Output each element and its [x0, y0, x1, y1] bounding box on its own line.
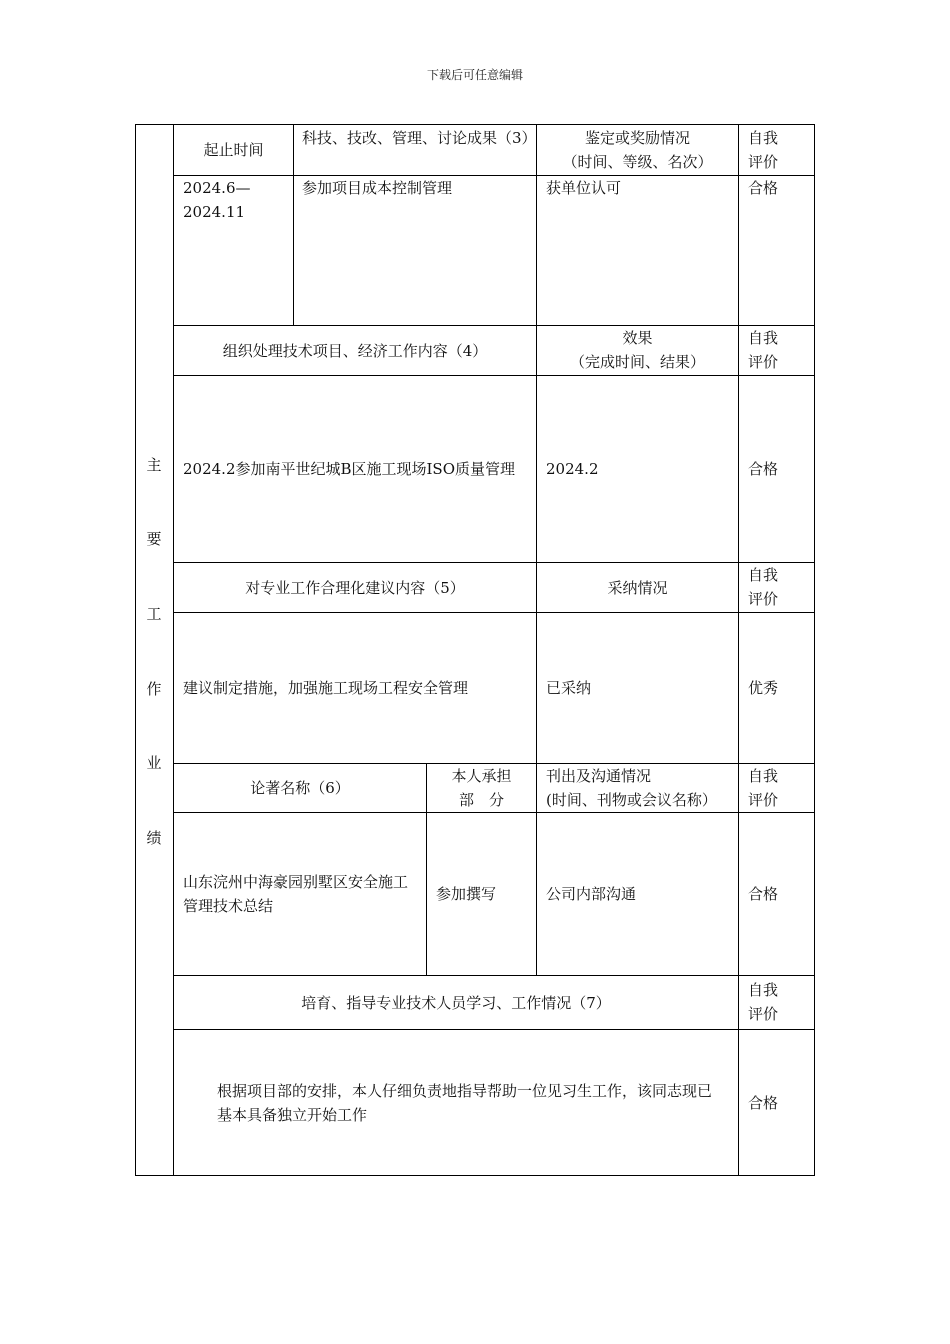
header-training-label: 培育、指导专业技术人员学习、工作情况（7） [301, 993, 611, 1012]
header-self-eval [748, 326, 808, 375]
header-effect [537, 326, 738, 375]
header-publication-title-label: 论著名称（6） [250, 779, 350, 797]
row-publication-title [183, 813, 420, 975]
table-border-left [135, 124, 136, 1176]
row-suggestion [183, 613, 528, 763]
row-part [436, 813, 534, 975]
row-tech-project-text: 2024.2参加南平世纪城B区施工现场ISO质量管理 [183, 460, 516, 478]
header-self-eval [748, 563, 808, 612]
header-award [537, 126, 738, 174]
header-result [302, 126, 537, 174]
header-tech-project [174, 326, 536, 375]
self-eval-line2: 评价 [748, 1005, 779, 1023]
row-self-eval [748, 1030, 808, 1175]
row-suggestion-text: 建议制定措施，加强施工现场工程安全管理 [183, 679, 469, 697]
row-time [183, 176, 291, 324]
side-label-char: 要 [146, 530, 162, 548]
row-self-eval-text: 合格 [748, 1093, 779, 1112]
self-eval-line1: 自我 [748, 767, 779, 785]
row-training-text: 根据项目部的安排，本人仔细负责地指导帮助一位见习生工作，该同志现已基本具备独立开始工作 [217, 1081, 713, 1124]
header-award-line1: 鉴定或奖励情况 [584, 129, 690, 147]
header-publication-title [174, 764, 426, 812]
row-self-eval-text: 合格 [748, 179, 779, 197]
row-effect [546, 376, 736, 562]
header-publication-status-line1: 刊出及沟通情况 [546, 767, 652, 785]
row-effect-text: 2024.2 [546, 460, 599, 478]
header-effect-line2: （完成时间、结果） [569, 353, 705, 371]
row-part-text: 参加撰写 [436, 885, 497, 903]
row-self-eval [748, 376, 808, 562]
self-eval-line2: 评价 [748, 153, 779, 171]
header-time-label: 起止时间 [203, 141, 264, 159]
row-result-text: 参加项目成本控制管理 [302, 179, 453, 197]
header-result-label: 科技、技改、管理、讨论成果（3） [302, 129, 537, 147]
time-column-divider [293, 124, 294, 325]
self-eval-line2: 评价 [748, 791, 779, 809]
row-self-eval [748, 813, 808, 975]
self-eval-line2: 评价 [748, 590, 779, 608]
header-self-eval [748, 126, 808, 174]
header-effect-line1: 效果 [622, 329, 653, 347]
row-adoption-text: 已采纳 [546, 679, 592, 697]
self-column-divider [738, 124, 739, 1176]
side-label-char: 作 [146, 680, 162, 698]
row-award-text: 获单位认可 [546, 179, 622, 197]
page-header-note: 下载后可任意编辑 [426, 68, 523, 82]
side-label-char: 主 [146, 456, 162, 474]
header-adoption-label: 采纳情况 [607, 578, 668, 597]
table-border-bottom [135, 1175, 815, 1176]
header-self-eval [748, 978, 808, 1028]
row-self-eval [748, 613, 808, 763]
side-label-char: 工 [146, 605, 162, 623]
self-eval-line2: 评价 [748, 353, 779, 371]
table-border-right [814, 124, 815, 1176]
self-eval-line1: 自我 [748, 981, 779, 999]
self-eval-line1: 自我 [748, 329, 779, 347]
header-publication-status [546, 764, 738, 812]
side-label-char: 业 [146, 754, 162, 772]
mid-column-divider [536, 124, 537, 975]
row-self-eval-text: 合格 [748, 460, 779, 478]
row-publication-status [546, 813, 736, 975]
header-publication-status-line2: (时间、刊物或会议名称） [546, 791, 717, 809]
row-publication-title-text: 山东浣州中海豪园别墅区安全施工管理技术总结 [183, 873, 409, 915]
header-training [174, 976, 738, 1029]
self-eval-line1: 自我 [748, 566, 779, 584]
row-self-eval [748, 176, 808, 324]
row-training [217, 1030, 725, 1175]
header-part [427, 764, 536, 812]
header-tech-project-label: 组织处理技术项目、经济工作内容（4） [222, 341, 488, 360]
row-time-line1: 2024.6— [183, 179, 251, 197]
side-label-char: 绩 [146, 829, 162, 847]
row-self-eval-text: 合格 [748, 885, 779, 903]
row-award [546, 176, 736, 324]
header-suggestion-label: 对专业工作合理化建议内容（5） [245, 578, 465, 597]
header-part-line1: 本人承担 [451, 767, 512, 785]
header-suggestion [174, 563, 536, 612]
header-adoption [537, 563, 738, 612]
header-award-line2: （时间、等级、名次） [562, 153, 713, 171]
header-time [174, 125, 293, 175]
row-tech-project [183, 376, 528, 562]
row-self-eval-text: 优秀 [748, 679, 779, 697]
self-eval-line1: 自我 [748, 129, 779, 147]
row-time-line2: 2024.11 [183, 203, 246, 221]
row-result [302, 176, 530, 324]
header-part-line2: 部 分 [458, 791, 504, 809]
row-adoption [546, 613, 736, 763]
row-publication-status-text: 公司内部沟通 [546, 885, 637, 903]
header-self-eval [748, 764, 808, 812]
